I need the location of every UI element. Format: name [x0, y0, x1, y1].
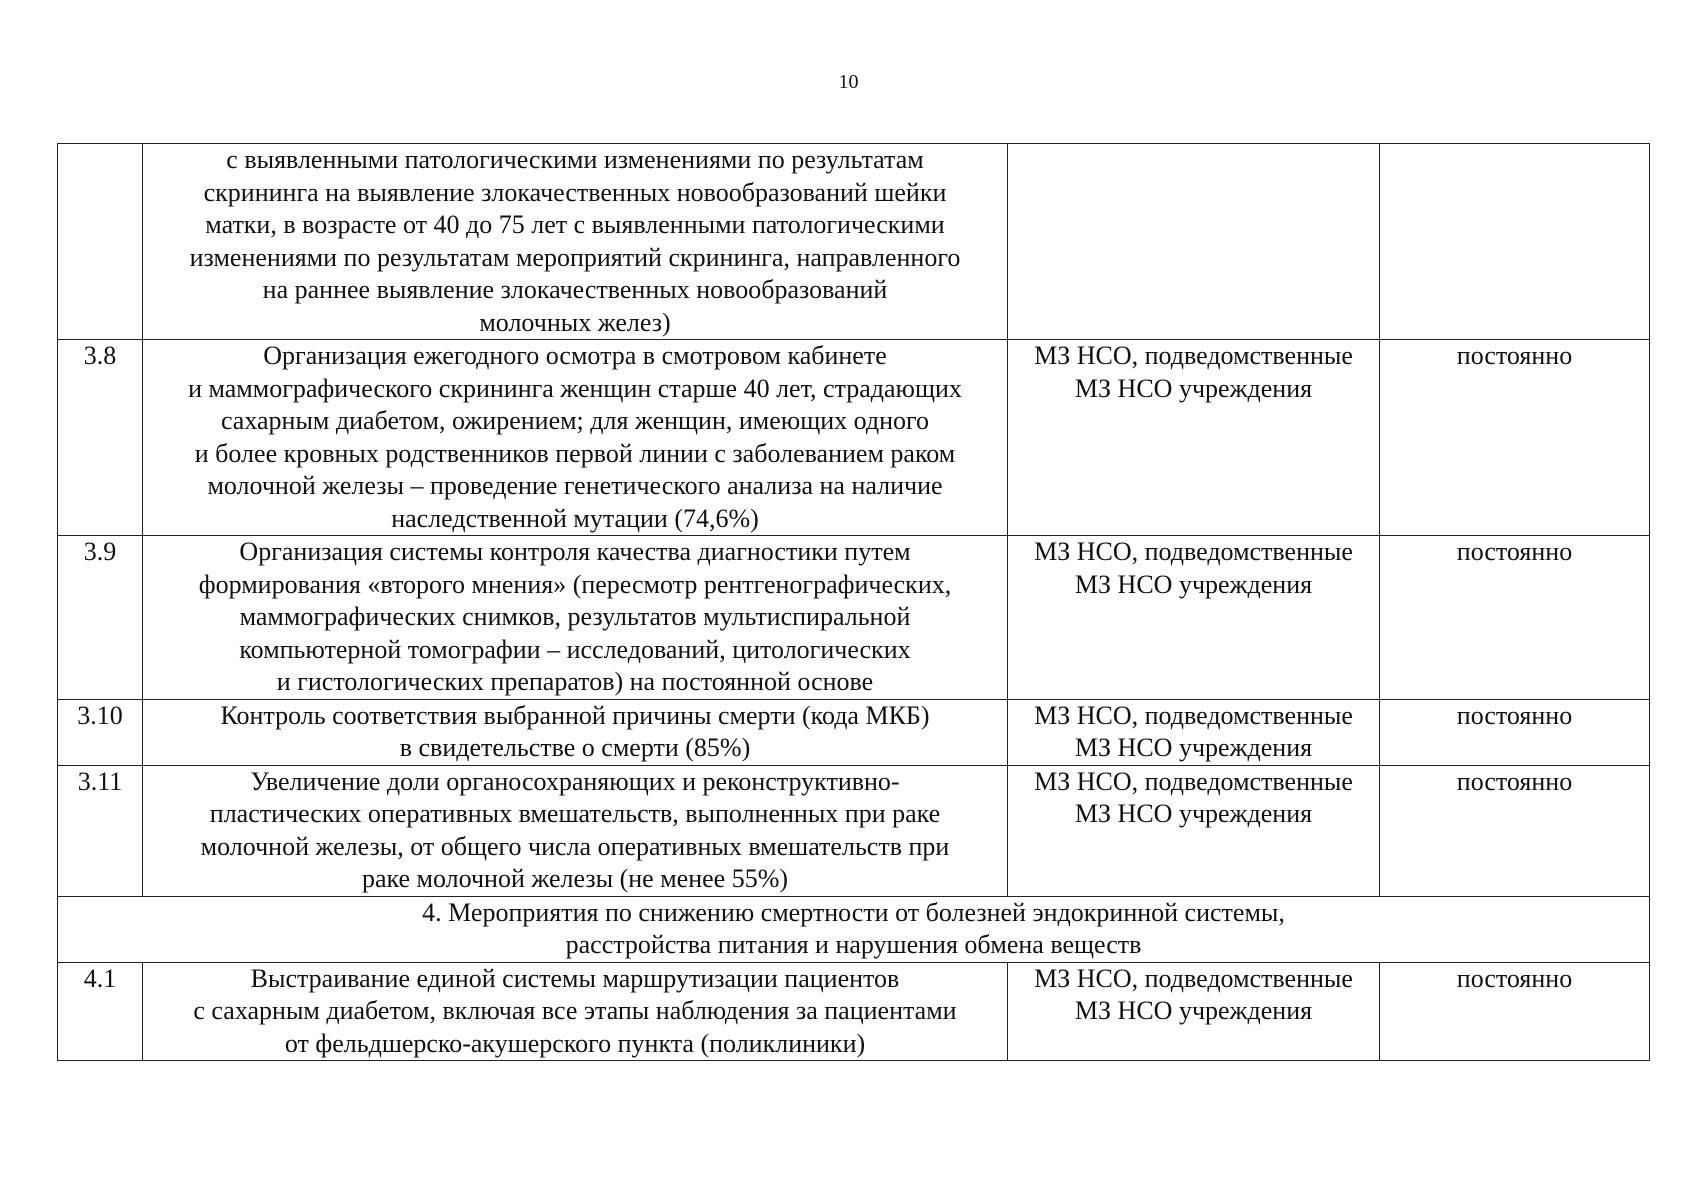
table-row-3-9 [58, 536, 1650, 700]
row-description: Контроль соответствия выбранной причины смерти (кода МКБ) в свидетельстве о смерти (85%) [143, 699, 1008, 765]
section-heading-row [58, 896, 1650, 962]
row-description: Увеличение доли органосохраняющих и реконструктивно- пластических оперативных вмешательств, выполненных при раке молочной железы, от общего числа оперативных вмешательств при раке молочной железы (не менее 55%) [143, 765, 1008, 896]
row-executor: МЗ НСО, подведомственные МЗ НСО учреждения [1008, 536, 1380, 700]
measures-table [57, 143, 1650, 1061]
row-description: Организация ежегодного осмотра в смотровом кабинете и маммографического скрининга женщин старше 40 лет, страдающих сахарным диабетом, ожирением; для женщин, имеющих одного и более кровных родственников первой линии с заболеванием раком молочной железы – проведение генетического анализа на наличие наследственной мутации (74,6%) [143, 340, 1008, 536]
row-executor: МЗ НСО, подведомственные МЗ НСО учреждения [1008, 765, 1380, 896]
row-number [58, 144, 143, 340]
row-description: с выявленными патологическими изменениями по результатам скрининга на выявление злокачественных новообразований шейки матки, в возрасте от 40 до 75 лет с выявленными патологическими изменениями по результатам мероприятий скрининга, направленного на раннее выявление злокачественных новообразований молочных желез) [143, 144, 1008, 340]
row-executor: МЗ НСО, подведомственные МЗ НСО учреждения [1008, 962, 1380, 1061]
row-term: постоянно [1380, 765, 1650, 896]
row-term [1380, 144, 1650, 340]
row-term: постоянно [1380, 340, 1650, 536]
row-executor: МЗ НСО, подведомственные МЗ НСО учреждения [1008, 699, 1380, 765]
row-number: 4.1 [58, 962, 143, 1061]
row-executor [1008, 144, 1380, 340]
row-number: 3.9 [58, 536, 143, 700]
table-row-3-8 [58, 340, 1650, 536]
row-number: 3.8 [58, 340, 143, 536]
row-term: постоянно [1380, 536, 1650, 700]
row-executor: МЗ НСО, подведомственные МЗ НСО учреждения [1008, 340, 1380, 536]
row-term: постоянно [1380, 699, 1650, 765]
row-description: Организация системы контроля качества диагностики путем формирования «второго мнения» (пересмотр рентгенографических, маммографических снимков, результатов мультиспиральной компьютерной томографии – исследований, цитологических и гистологических препаратов) на постоянной основе [143, 536, 1008, 700]
row-number: 3.11 [58, 765, 143, 896]
section-heading: 4. Мероприятия по снижению смертности от болезней эндокринной системы, расстройства питания и нарушения обмена веществ [58, 896, 1650, 962]
row-description: Выстраивание единой системы маршрутизации пациентов с сахарным диабетом, включая все этапы наблюдения за пациентами от фельдшерско-акушерского пункта (поликлиники) [143, 962, 1008, 1061]
page-number: 10 [838, 71, 859, 93]
table-row-4-1 [58, 962, 1650, 1061]
table-row-3-11 [58, 765, 1650, 896]
table-row-continuation [58, 144, 1650, 340]
table-row-3-10 [58, 699, 1650, 765]
row-term: постоянно [1380, 962, 1650, 1061]
row-number: 3.10 [58, 699, 143, 765]
